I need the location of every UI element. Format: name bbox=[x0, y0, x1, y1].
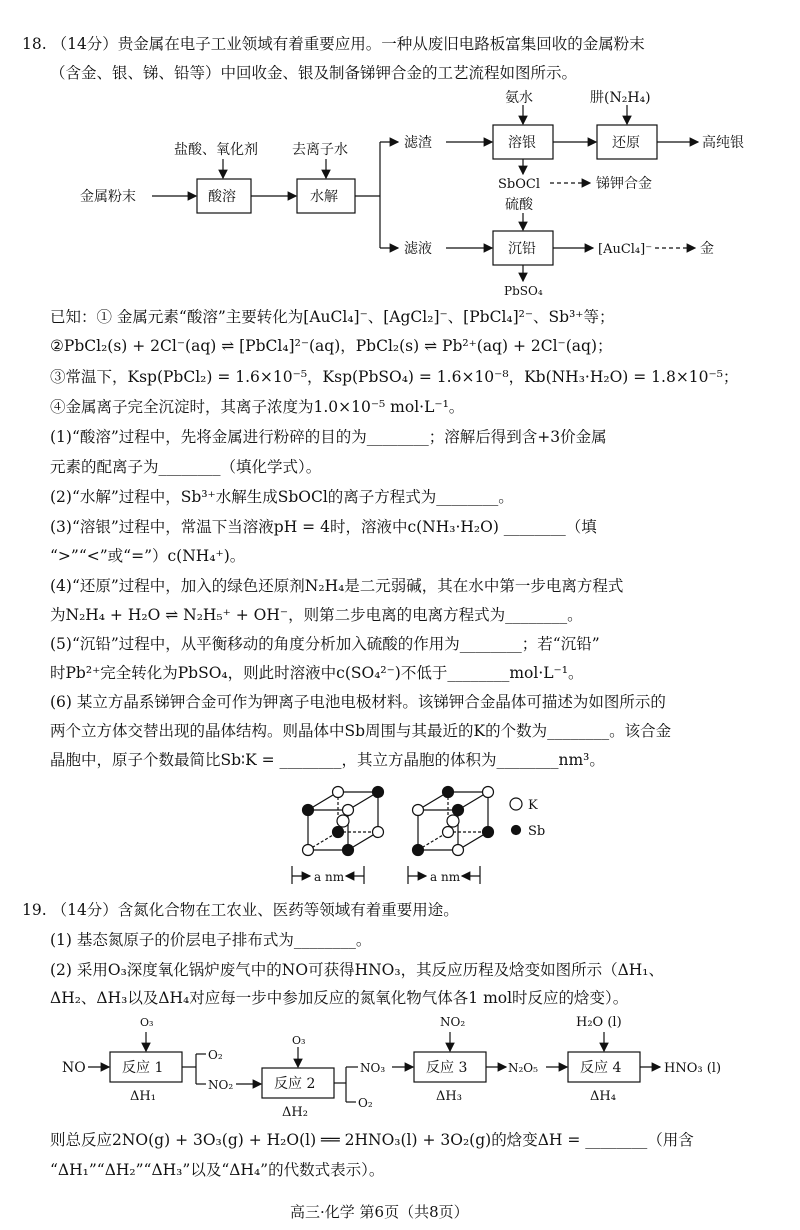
label-no2-2: NO₂ bbox=[440, 1015, 466, 1029]
label-ammonia: 氨水 bbox=[505, 90, 533, 106]
label-dh4: ΔH₄ bbox=[590, 1089, 616, 1104]
q18-sub6a: (6) 某立方晶系锑钾合金可作为钾离子电池电极材料。该锑钾合金晶体可描述为如图所示的 bbox=[50, 693, 666, 711]
page-footer: 高三·化学 第6页（共8页） bbox=[290, 1203, 469, 1221]
label-deion-water: 去离子水 bbox=[292, 142, 348, 158]
q19-final-a: 则总反应2NO(g) + 3O₃(g) + H₂O(l) ══ 2HNO₃(l) + 3O₂(g)的焓变ΔH = ________（用含 bbox=[50, 1131, 694, 1149]
legend-sb: Sb bbox=[528, 824, 546, 839]
label-hydrazine: 肼(N₂H₄) bbox=[590, 90, 651, 106]
dim-label-1: a nm bbox=[314, 870, 345, 884]
label-o2-1: O₂ bbox=[208, 1048, 223, 1062]
q18-sub5a: (5)“沉铅”过程中，从平衡移动的角度分析加入硫酸的作用为________；若“沉铅” bbox=[50, 635, 600, 653]
label-pure-silver: 高纯银 bbox=[702, 135, 744, 151]
q19-line1: 19. （14分）含氮化合物在工农业、医药等领域有着重要用途。 bbox=[22, 901, 459, 919]
q18-sub2: (2)“水解”过程中，Sb³⁺水解生成SbOCl的离子方程式为________。 bbox=[50, 488, 514, 506]
q19-p2a: (2) 采用O₃深度氧化锅炉废气中的NO可获得HNO₃，其反应历程及焓变如图所示（ΔH₁、 bbox=[50, 961, 665, 979]
q18-sub6b: 两个立方体交替出现的晶体结构。则晶体中Sb周围与其最近的K的个数为________。该合金 bbox=[50, 722, 672, 740]
label-r2: 反应 2 bbox=[274, 1076, 316, 1092]
label-r1: 反应 1 bbox=[122, 1060, 164, 1076]
q18-line1: 18. （14分）贵金属在电子工业领域有着重要应用。一种从废旧电路板富集回收的金属粉末 bbox=[22, 35, 645, 53]
label-precip-lead: 沉铅 bbox=[508, 241, 536, 257]
label-reduce: 还原 bbox=[612, 135, 640, 151]
label-sulfuric-acid: 硫酸 bbox=[505, 197, 533, 213]
label-pbso4: PbSO₄ bbox=[504, 284, 543, 298]
dim-label-2: a nm bbox=[430, 870, 461, 884]
label-no2-1: NO₂ bbox=[208, 1078, 234, 1092]
q18-sub1b: 元素的配离子为________（填化学式）。 bbox=[50, 458, 322, 476]
q18-sub3a: (3)“溶银”过程中，常温下当溶液pH = 4时，溶液中c(NH₃·H₂O) ________（填 bbox=[50, 518, 597, 536]
label-dh1: ΔH₁ bbox=[130, 1089, 156, 1104]
label-sbk-alloy: 锑钾合金 bbox=[596, 176, 652, 192]
known-2: ②PbCl₂(s) + 2Cl⁻(aq) ⇌ [PbCl₄]²⁻(aq)，PbCl₂(s) ⇌ Pb²⁺(aq) + 2Cl⁻(aq)； bbox=[50, 337, 613, 355]
label-gold: 金 bbox=[700, 241, 714, 257]
known-3: ③常温下，Ksp(PbCl₂) = 1.6×10⁻⁵，Ksp(PbSO₄) = 1.6×10⁻⁸，Kb(NH₃·H₂O) = 1.8×10⁻⁵； bbox=[50, 368, 739, 386]
q18-sub5b: 时Pb²⁺完全转化为PbSO₄，则此时溶液中c(SO₄²⁻)不低于________mol·L⁻¹。 bbox=[50, 664, 584, 682]
q19-p1: (1) 基态氮原子的价层电子排布式为________。 bbox=[50, 931, 372, 949]
q18-sub6c: 晶胞中，原子个数最简比Sb∶K = ________，其立方晶胞的体积为________nm³。 bbox=[50, 751, 605, 769]
label-o2-2: O₂ bbox=[358, 1096, 373, 1110]
label-filtrate: 滤液 bbox=[404, 241, 432, 257]
label-acid-dissolve: 酸溶 bbox=[208, 189, 236, 205]
label-no3: NO₃ bbox=[360, 1061, 386, 1075]
q18-line2: （含金、银、锑、铅等）中回收金、银及制备锑钾合金的工艺流程如图所示。 bbox=[50, 64, 578, 82]
reaction-flowchart bbox=[0, 1012, 800, 1122]
legend-k: K bbox=[528, 798, 538, 813]
label-aucl4: [AuCl₄]⁻ bbox=[598, 242, 653, 257]
label-dissolve-silver: 溶银 bbox=[508, 135, 536, 151]
label-r3: 反应 3 bbox=[426, 1060, 468, 1076]
label-metal-powder: 金属粉末 bbox=[80, 189, 136, 205]
q18-sub3b: “>”“<”或“=”）c(NH₄⁺)。 bbox=[50, 547, 246, 565]
crystal-structure-figure bbox=[280, 780, 600, 890]
label-hydrolysis: 水解 bbox=[310, 189, 338, 205]
label-h2o: H₂O (l) bbox=[576, 1015, 622, 1030]
label-n2o5: N₂O₅ bbox=[508, 1061, 538, 1075]
label-sbocl: SbOCl bbox=[498, 177, 540, 192]
q18-sub1a: (1)“酸溶”过程中，先将金属进行粉碎的目的为________；溶解后得到含+3价金属 bbox=[50, 428, 607, 446]
q19-p2b: ΔH₂、ΔH₃以及ΔH₄对应每一步中参加反应的氮氧化物气体各1 mol时反应的焓变）。 bbox=[50, 989, 629, 1007]
known-1: 已知：① 金属元素“酸溶”主要转化为[AuCl₄]⁻、[AgCl₂]⁻、[PbCl₄]²⁻、Sb³⁺等； bbox=[50, 308, 615, 326]
label-o3-1: O₃ bbox=[140, 1016, 154, 1029]
process-flowchart bbox=[0, 88, 800, 298]
label-residue: 滤渣 bbox=[404, 135, 432, 151]
label-dh2: ΔH₂ bbox=[282, 1105, 308, 1120]
label-r4: 反应 4 bbox=[580, 1060, 622, 1076]
q19-final-b: “ΔH₁”“ΔH₂”“ΔH₃”以及“ΔH₄”的代数式表示）。 bbox=[50, 1161, 385, 1179]
label-no: NO bbox=[62, 1060, 86, 1076]
q18-sub4b: 为N₂H₄ + H₂O ⇌ N₂H₅⁺ + OH⁻，则第二步电离的电离方程式为________。 bbox=[50, 606, 583, 624]
label-hno3: HNO₃ (l) bbox=[664, 1061, 722, 1076]
label-acid-oxidant: 盐酸、氧化剂 bbox=[174, 142, 258, 158]
label-o3-2: O₃ bbox=[292, 1034, 306, 1047]
q18-sub4a: (4)“还原”过程中，加入的绿色还原剂N₂H₄是二元弱碱，其在水中第一步电离方程式 bbox=[50, 577, 624, 595]
known-4: ④金属离子完全沉淀时，其离子浓度为1.0×10⁻⁵ mol·L⁻¹。 bbox=[50, 398, 465, 416]
label-dh3: ΔH₃ bbox=[436, 1089, 462, 1104]
